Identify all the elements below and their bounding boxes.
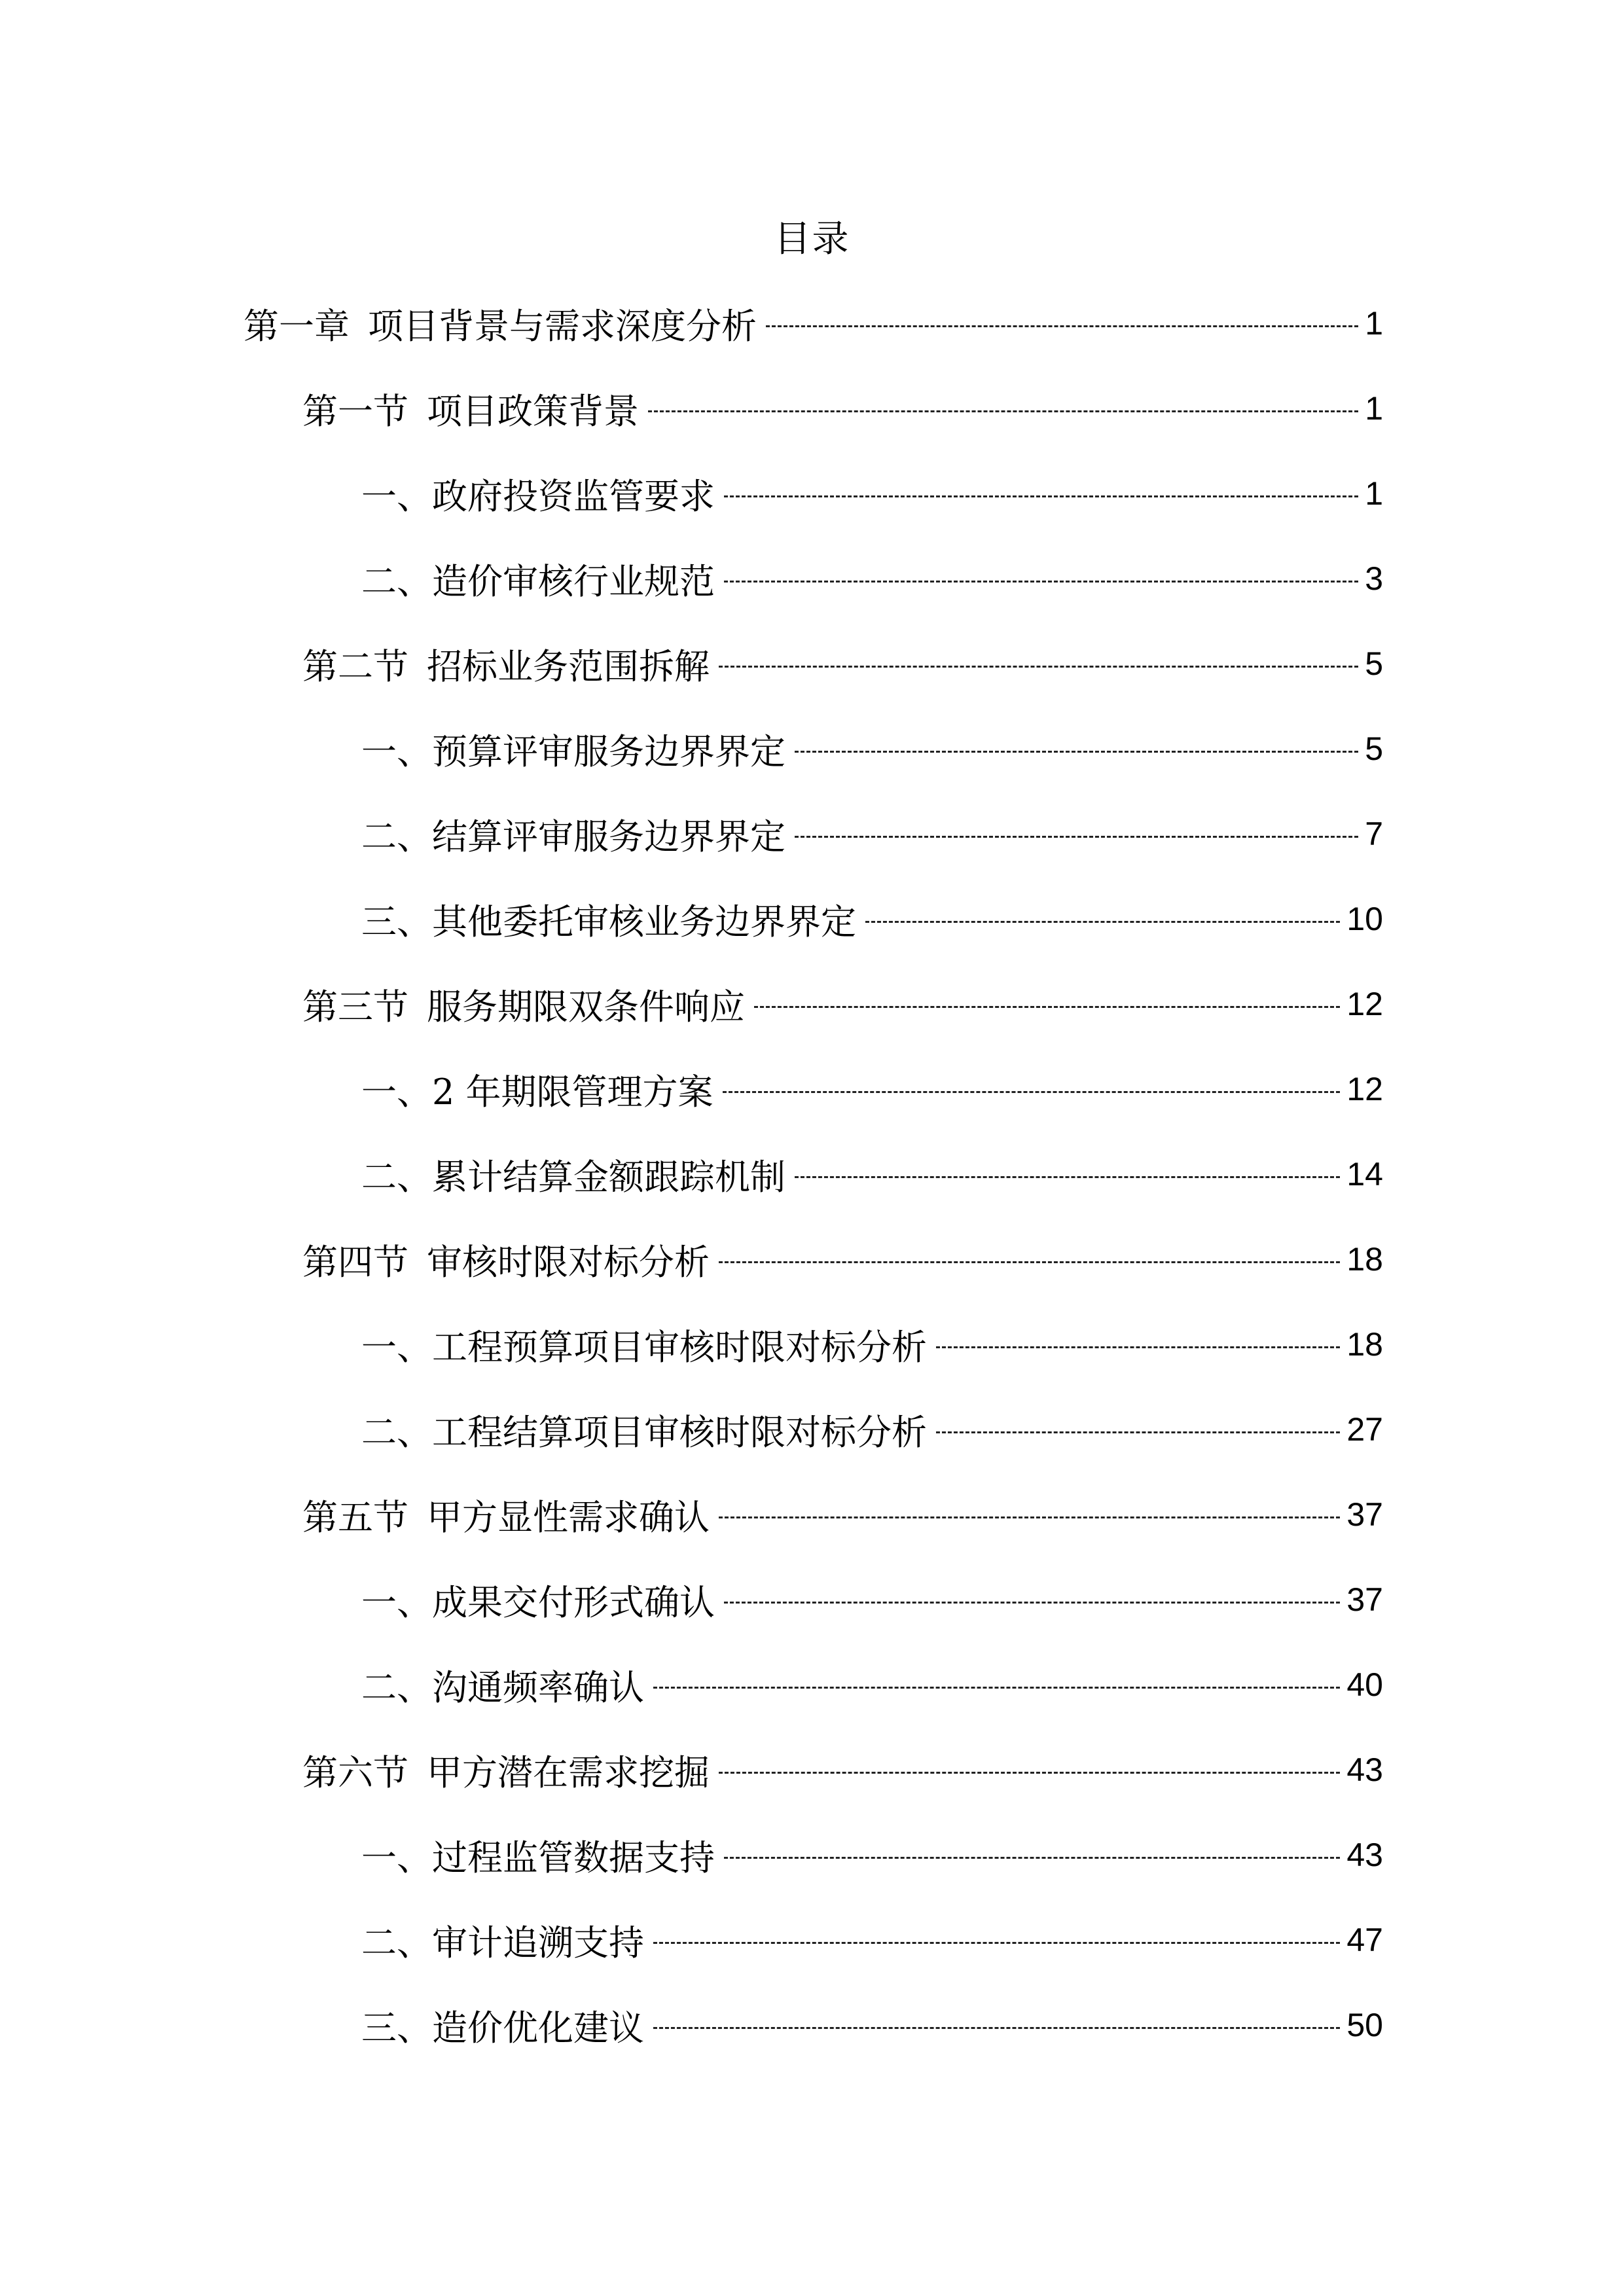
toc-leader: [723, 1091, 1341, 1093]
toc-entry-page: 43: [1346, 1837, 1383, 1873]
toc-leader: [719, 1516, 1340, 1518]
toc-entry-label: 一、2 年期限管理方案: [361, 1071, 713, 1113]
toc-entry-section-5[interactable]: [302, 1483, 1383, 1546]
toc-entry-item[interactable]: [361, 1568, 1383, 1631]
toc-leader: [766, 325, 1358, 327]
toc-leader: [936, 1431, 1340, 1433]
toc-entry-label: 二、造价审核行业规范: [361, 560, 715, 602]
toc-leader: [724, 1602, 1340, 1604]
toc-entry-label: 甲方显性需求确认: [427, 1496, 710, 1538]
toc-entry-label: 甲方潜在需求挖掘: [427, 1751, 710, 1793]
toc-entry-section-1[interactable]: [302, 377, 1383, 440]
toc-entry-page: 37: [1346, 1581, 1383, 1618]
toc-entry-label: 二、沟通频率确认: [361, 1666, 644, 1708]
toc-entry-page: 43: [1346, 1751, 1383, 1788]
toc-leader: [795, 836, 1358, 838]
toc-entry-number: 第四节: [302, 1241, 408, 1283]
toc-leader: [653, 2027, 1340, 2029]
toc-entry-label: 项目背景与需求深度分析: [368, 305, 757, 347]
toc-entry-page: 1: [1365, 390, 1383, 427]
toc-entry-item[interactable]: [361, 1398, 1383, 1461]
toc-entry-section-2[interactable]: [302, 632, 1383, 695]
toc-entry-page: 12: [1346, 1071, 1383, 1107]
toc-entry-number: 第三节: [302, 986, 408, 1028]
toc-entry-item[interactable]: [361, 888, 1383, 950]
toc-entry-section-6[interactable]: [302, 1738, 1383, 1801]
toc-entry-label: 二、结算评审服务边界界定: [361, 816, 785, 857]
toc-leader: [865, 921, 1340, 923]
toc-entry-page: 27: [1346, 1411, 1383, 1448]
toc-entry-page: 37: [1346, 1496, 1383, 1533]
toc-leader: [724, 495, 1358, 497]
toc-entry-page: 18: [1346, 1326, 1383, 1363]
toc-entry-label: 一、政府投资监管要求: [361, 475, 715, 517]
toc-entry-label: 服务期限双条件响应: [427, 986, 745, 1028]
toc-leader: [653, 1687, 1340, 1689]
toc-entry-page: 10: [1346, 901, 1383, 937]
toc-entry-number: 第一章: [244, 305, 350, 347]
toc-entry-item[interactable]: [361, 1058, 1383, 1121]
toc-entry-item[interactable]: [361, 547, 1383, 610]
toc-entry-item[interactable]: [361, 1823, 1383, 1886]
toc-entry-item[interactable]: [361, 802, 1383, 865]
toc-leader: [795, 1176, 1340, 1178]
toc-entry-page: 5: [1365, 645, 1383, 682]
toc-entry-page: 1: [1365, 475, 1383, 512]
toc-entry-label: 二、累计结算金额跟踪机制: [361, 1156, 785, 1198]
toc-entry-item[interactable]: [361, 1909, 1383, 1971]
toc-entry-label: 招标业务范围拆解: [427, 645, 710, 687]
toc-entry-number: 第一节: [302, 390, 408, 432]
toc-entry-page: 50: [1346, 2007, 1383, 2043]
toc-leader: [754, 1006, 1340, 1008]
toc-entry-number: 第五节: [302, 1496, 408, 1538]
toc-entry-label: 二、审计追溯支持: [361, 1922, 644, 1964]
toc-leader: [936, 1346, 1340, 1348]
toc-entry-chapter-1[interactable]: [244, 292, 1383, 355]
toc-entry-number: 第二节: [302, 645, 408, 687]
toc-leader: [724, 581, 1358, 583]
toc-leader: [719, 1261, 1340, 1263]
toc-entry-item[interactable]: [361, 1143, 1383, 1206]
toc-entry-page: 1: [1365, 305, 1383, 342]
toc-entry-page: 18: [1346, 1241, 1383, 1278]
toc-entry-item[interactable]: [361, 1653, 1383, 1716]
toc-entry-label: 一、预算评审服务边界界定: [361, 730, 785, 772]
toc-leader: [719, 666, 1358, 668]
toc-leader: [724, 1857, 1340, 1859]
toc-leader: [719, 1772, 1340, 1774]
toc-entry-label: 三、造价优化建议: [361, 2007, 644, 2049]
toc-leader: [653, 1942, 1340, 1944]
toc-entry-label: 一、过程监管数据支持: [361, 1837, 715, 1878]
toc-entry-number: 第六节: [302, 1751, 408, 1793]
toc-leader: [648, 410, 1358, 412]
toc-entry-label: 项目政策背景: [427, 390, 639, 432]
toc-title: 目录: [774, 218, 850, 260]
toc-entry-item[interactable]: [361, 1994, 1383, 2056]
toc-leader: [795, 751, 1358, 753]
toc-entry-label: 一、工程预算项目审核时限对标分析: [361, 1326, 927, 1368]
toc-entry-item[interactable]: [361, 1313, 1383, 1376]
toc-entry-label: 一、成果交付形式确认: [361, 1581, 715, 1623]
toc-entry-page: 3: [1365, 560, 1383, 597]
toc-entry-page: 7: [1365, 816, 1383, 852]
toc-entry-section-4[interactable]: [302, 1228, 1383, 1291]
toc-entry-item[interactable]: [361, 717, 1383, 780]
toc-entry-item[interactable]: [361, 462, 1383, 525]
toc-entry-page: 14: [1346, 1156, 1383, 1193]
toc-entry-page: 40: [1346, 1666, 1383, 1703]
toc-entry-page: 12: [1346, 986, 1383, 1022]
toc-entry-label: 三、其他委托审核业务边界界定: [361, 901, 856, 942]
toc-entry-section-3[interactable]: [302, 973, 1383, 1035]
toc-entry-label: 二、工程结算项目审核时限对标分析: [361, 1411, 927, 1453]
toc-entry-label: 审核时限对标分析: [427, 1241, 710, 1283]
toc-entry-page: 47: [1346, 1922, 1383, 1958]
toc-entry-page: 5: [1365, 730, 1383, 767]
